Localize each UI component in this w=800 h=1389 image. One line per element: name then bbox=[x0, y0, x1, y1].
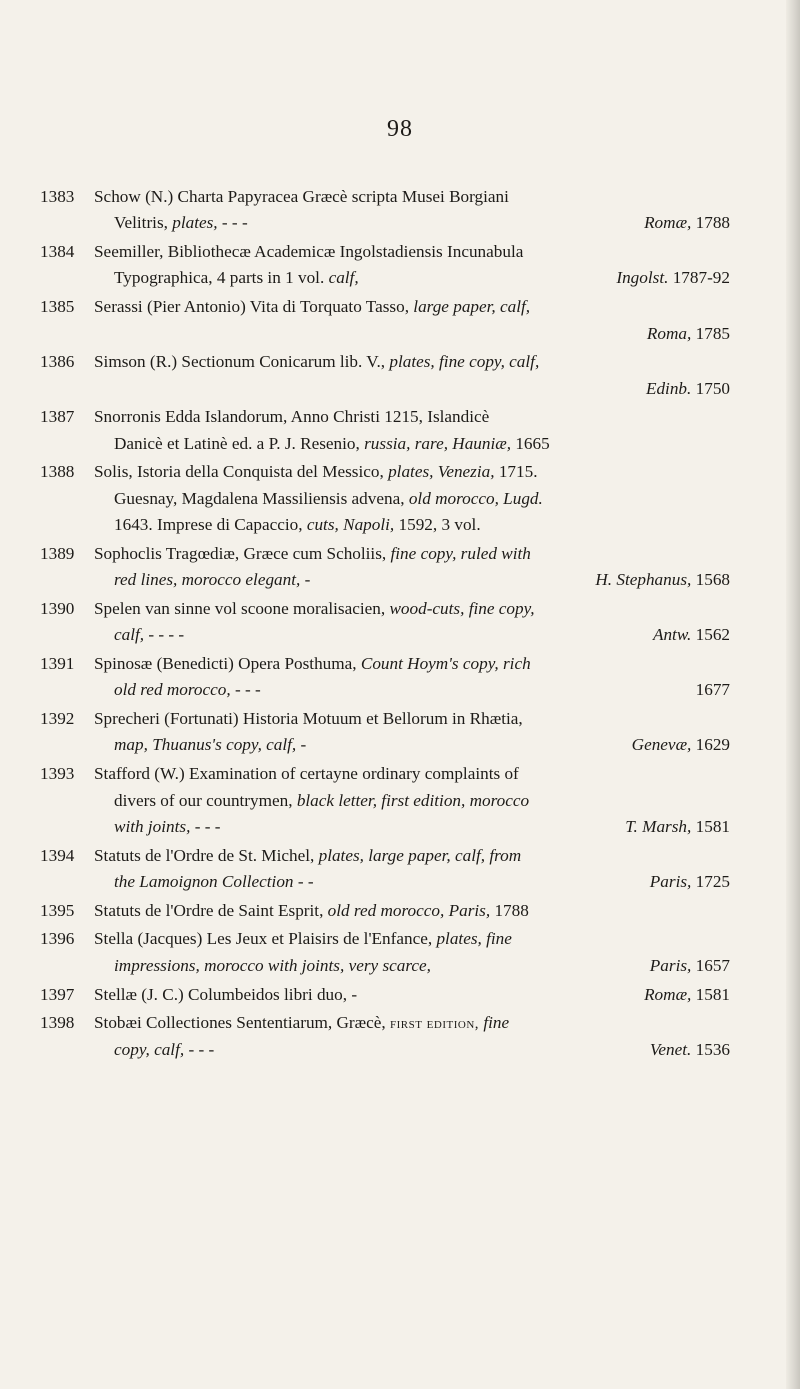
entry-text-run: 1581 bbox=[695, 816, 730, 836]
entry-text-run: old red morocco, Paris, bbox=[327, 900, 495, 920]
entry-text-run: 1788 bbox=[695, 213, 730, 233]
entry-text-run: Solis, Istoria della Conquista del Messico, bbox=[94, 462, 389, 482]
entry-line bbox=[94, 541, 730, 567]
entry-line bbox=[94, 814, 730, 840]
entry-text-run: old morocco, Lugd. bbox=[408, 488, 543, 508]
entry-text-run: 1715. bbox=[498, 462, 538, 482]
entry-text-run: plates, bbox=[172, 213, 218, 233]
entry-line bbox=[94, 512, 730, 538]
entry-text-run: calf, bbox=[328, 268, 359, 288]
entry-text-run: - bbox=[347, 984, 358, 1004]
entry-line-left bbox=[114, 210, 248, 236]
entry-line bbox=[94, 926, 730, 952]
entry-line bbox=[94, 732, 730, 758]
entry-description bbox=[94, 349, 730, 402]
catalogue-entry bbox=[40, 541, 730, 594]
entry-line bbox=[94, 459, 730, 485]
entry-line bbox=[94, 1037, 730, 1063]
entry-text-run: 1665 bbox=[515, 433, 550, 453]
entry-text-run: 1750 bbox=[695, 378, 730, 398]
entry-text-run: Ingolst. bbox=[616, 268, 673, 288]
entry-line bbox=[94, 265, 730, 291]
entry-imprint bbox=[644, 982, 730, 1008]
entry-text-run: 1629 bbox=[695, 735, 730, 755]
catalogue-entry bbox=[40, 982, 730, 1008]
entry-text-run: cuts, Napoli, bbox=[306, 515, 399, 535]
entry-line bbox=[94, 898, 730, 924]
entry-description bbox=[94, 239, 730, 292]
entry-line: Snorronis Edda Islandorum, Anno Christi 1215, Islandicè bbox=[94, 407, 490, 427]
entry-text-run: - - - bbox=[190, 816, 221, 836]
entry-text-run: Stellæ (J. C.) Columbeidos libri duo, bbox=[94, 984, 348, 1004]
page-number: 98 bbox=[387, 116, 413, 142]
entry-line: Stafford (W.) Examination of certayne ordinary complaints of bbox=[94, 764, 519, 784]
entry-line: Seemiller, Bibliothecæ Academicæ Ingolstadiensis Incunabula bbox=[94, 242, 524, 262]
entry-text-run: copy, calf, bbox=[114, 1039, 185, 1059]
entry-line bbox=[94, 843, 730, 869]
entry-text-run: the Lamoignon Collection bbox=[114, 872, 294, 892]
entry-text-run: Statuts de l'Ordre de St. Michel, bbox=[94, 845, 319, 865]
entry-line-left bbox=[114, 869, 314, 895]
entry-text-run: Velitris, bbox=[114, 213, 173, 233]
entry-text-run: 1643. Imprese di Capaccio, bbox=[114, 515, 307, 535]
entry-line bbox=[94, 596, 730, 622]
entry-text-run: Typographica, 4 parts in 1 vol. bbox=[114, 268, 329, 288]
entry-text-run: - - - - bbox=[144, 625, 185, 645]
catalogue-entry bbox=[40, 239, 730, 292]
entry-number: 1398 bbox=[40, 1013, 75, 1033]
entry-text-run: 1536 bbox=[695, 1039, 730, 1059]
entry-line-left bbox=[114, 953, 431, 979]
entry-text-run: Romæ, bbox=[644, 213, 696, 233]
entry-line-left bbox=[114, 567, 310, 593]
entry-text-run: 1657 bbox=[695, 955, 730, 975]
entry-text-run: Edinb. bbox=[645, 378, 696, 398]
catalogue-entry bbox=[40, 349, 730, 402]
entry-number: 1394 bbox=[40, 845, 75, 865]
entry-description bbox=[94, 761, 730, 840]
entry-text-run: 1581 bbox=[695, 984, 730, 1004]
entry-text-run: impressions, morocco with joints, very scarce, bbox=[114, 955, 431, 975]
entry-imprint bbox=[696, 677, 730, 703]
entry-text-run: Danicè et Latinè ed. a P. J. Resenio, bbox=[114, 433, 365, 453]
catalogue-entry bbox=[40, 459, 730, 538]
entry-text-run: with joints, bbox=[114, 816, 191, 836]
entry-line-left bbox=[114, 677, 261, 703]
entry-text-run: - bbox=[296, 735, 307, 755]
entry-line bbox=[94, 294, 730, 320]
entry-line bbox=[94, 486, 730, 512]
entry-description bbox=[94, 926, 730, 979]
entry-description bbox=[94, 184, 730, 237]
entry-number: 1391 bbox=[40, 654, 75, 674]
entry-number: 1385 bbox=[40, 297, 75, 317]
entry-imprint bbox=[616, 265, 730, 291]
entry-text-run: - - - bbox=[217, 213, 248, 233]
entry-line bbox=[94, 349, 730, 375]
entry-text-run: Stobæi Collectiones Sententiarum, Græcè, bbox=[94, 1013, 390, 1033]
entry-text-run: Sophoclis Tragœdiæ, Græce cum Scholiis, bbox=[94, 543, 391, 563]
entry-description bbox=[94, 404, 730, 457]
catalogue-entry bbox=[40, 1010, 730, 1063]
entry-line bbox=[94, 982, 730, 1008]
catalogue-entry bbox=[40, 898, 730, 924]
entry-line bbox=[94, 376, 730, 402]
entry-imprint bbox=[632, 732, 730, 758]
entry-text-run: black letter, first edition, morocco bbox=[296, 790, 530, 810]
entry-number: 1396 bbox=[40, 929, 75, 949]
entry-line bbox=[94, 1010, 730, 1036]
entry-imprint bbox=[650, 1037, 730, 1063]
catalogue-entry bbox=[40, 761, 730, 840]
entry-number: 1393 bbox=[40, 764, 75, 784]
entry-text-run: fine copy, ruled with bbox=[390, 543, 531, 563]
catalogue-list bbox=[40, 184, 730, 1065]
entry-text-run: 1787-92 bbox=[672, 268, 730, 288]
entry-imprint bbox=[650, 869, 730, 895]
entry-line-left bbox=[114, 622, 184, 648]
entry-line bbox=[94, 431, 730, 457]
entry-text-run: Count Hoym's copy, rich bbox=[360, 654, 531, 674]
entry-text-run: Venet. bbox=[649, 1039, 696, 1059]
entry-imprint bbox=[650, 953, 730, 979]
entry-text-run: - - - bbox=[230, 680, 261, 700]
entry-line-left bbox=[114, 732, 306, 758]
entry-text-run: Simson (R.) Sectionum Conicarum lib. V., bbox=[94, 352, 390, 372]
catalogue-entry bbox=[40, 706, 730, 759]
entry-line-left bbox=[114, 265, 359, 291]
entry-text-run: Serassi (Pier Antonio) Vita di Torquato Tasso, bbox=[94, 297, 414, 317]
entry-text-run: - - bbox=[293, 872, 314, 892]
entry-text-run: Roma, bbox=[646, 323, 696, 343]
entry-text-run: plates, fine bbox=[436, 929, 512, 949]
entry-text-run: large paper, calf, bbox=[413, 297, 531, 317]
entry-number: 1397 bbox=[40, 984, 75, 1004]
entry-text-run: divers of our countrymen, bbox=[114, 790, 297, 810]
entry-text-run: calf, bbox=[114, 625, 145, 645]
entry-description bbox=[94, 596, 730, 649]
entry-text-run: wood-cuts, fine copy, bbox=[389, 598, 535, 618]
entry-line bbox=[94, 869, 730, 895]
entry-line bbox=[94, 677, 730, 703]
entry-text-run: 1562 bbox=[695, 625, 730, 645]
entry-line-left bbox=[114, 1037, 214, 1063]
entry-line bbox=[94, 210, 730, 236]
entry-text-run: 1677 bbox=[695, 680, 730, 700]
entry-text-run: Statuts de l'Ordre de Saint Esprit, bbox=[94, 900, 328, 920]
entry-line-left bbox=[94, 982, 357, 1008]
catalogue-entry bbox=[40, 404, 730, 457]
entry-text-run: - - - bbox=[184, 1039, 215, 1059]
entry-text-run: Paris, bbox=[649, 955, 696, 975]
entry-text-run: 1568 bbox=[695, 570, 730, 590]
entry-imprint bbox=[644, 210, 730, 236]
entry-number: 1388 bbox=[40, 462, 75, 482]
entry-number: 1384 bbox=[40, 242, 75, 262]
entry-imprint bbox=[625, 814, 730, 840]
entry-text-run: map, Thuanus's copy, calf, bbox=[114, 735, 297, 755]
page-edge-shadow bbox=[786, 0, 800, 1389]
entry-text-run: plates, Venezia, bbox=[388, 462, 499, 482]
entry-text-run: T. Marsh, bbox=[625, 816, 696, 836]
entry-text-run: plates, large paper, calf, from bbox=[318, 845, 522, 865]
entry-number: 1395 bbox=[40, 900, 75, 920]
entry-text-run: 1725 bbox=[695, 872, 730, 892]
catalogue-entry bbox=[40, 294, 730, 347]
entry-number: 1389 bbox=[40, 543, 75, 563]
entry-text-run: first edition, bbox=[389, 1016, 480, 1033]
entry-line bbox=[94, 321, 730, 347]
entry-line bbox=[94, 788, 730, 814]
entry-description bbox=[94, 541, 730, 594]
entry-number: 1387 bbox=[40, 407, 75, 427]
catalogue-entry bbox=[40, 596, 730, 649]
entry-description bbox=[94, 1010, 730, 1063]
entry-text-run: Romæ, bbox=[644, 984, 696, 1004]
entry-line bbox=[94, 953, 730, 979]
entry-text-run: Paris, bbox=[649, 872, 696, 892]
entry-description bbox=[94, 294, 730, 347]
entry-text-run: old red morocco, bbox=[114, 680, 231, 700]
entry-text-run: red lines, morocco elegant, bbox=[114, 570, 301, 590]
entry-description bbox=[94, 706, 730, 759]
entry-text-run: Stella (Jacques) Les Jeux et Plaisirs de l'Enfance, bbox=[94, 929, 437, 949]
entry-number: 1383 bbox=[40, 187, 75, 206]
entry-text-run: 1592, 3 vol. bbox=[398, 515, 481, 535]
entry-description bbox=[94, 982, 730, 1008]
entry-imprint bbox=[653, 622, 730, 648]
entry-text-run: russia, rare, Hauniæ, bbox=[364, 433, 516, 453]
entry-number: 1386 bbox=[40, 352, 75, 372]
entry-line: Schow (N.) Charta Papyracea Græcè scripta Musei Borgiani bbox=[94, 187, 509, 206]
entry-text-run: plates, fine copy, calf, bbox=[389, 352, 540, 372]
entry-text-run: Spelen van sinne vol scoone moralisacien, bbox=[94, 598, 390, 618]
entry-number: 1392 bbox=[40, 709, 75, 729]
catalogue-entry bbox=[40, 843, 730, 896]
entry-description bbox=[94, 898, 730, 924]
entry-text-run: fine bbox=[479, 1013, 510, 1033]
catalogue-entry bbox=[40, 184, 730, 237]
entry-text-run: H. Stephanus, bbox=[595, 570, 696, 590]
entry-text-run: 1785 bbox=[695, 323, 730, 343]
catalogue-entry bbox=[40, 926, 730, 979]
entry-description bbox=[94, 459, 730, 538]
entry-text-run: - bbox=[300, 570, 311, 590]
entry-text-run: Spinosæ (Benedicti) Opera Posthuma, bbox=[94, 654, 361, 674]
entry-description bbox=[94, 651, 730, 704]
entry-text-run: Genevæ, bbox=[631, 735, 696, 755]
entry-text-run: Antw. bbox=[652, 625, 696, 645]
entry-line bbox=[94, 651, 730, 677]
entry-line bbox=[94, 567, 730, 593]
entry-imprint bbox=[595, 567, 730, 593]
catalogue-entry bbox=[40, 651, 730, 704]
entry-line bbox=[94, 622, 730, 648]
entry-line-left bbox=[114, 814, 220, 840]
entry-text-run: 1788 bbox=[494, 900, 529, 920]
entry-number: 1390 bbox=[40, 598, 75, 618]
entry-text-run: Guesnay, Magdalena Massiliensis advena, bbox=[114, 488, 409, 508]
entry-line: Sprecheri (Fortunati) Historia Motuum et Bellorum in Rhætia, bbox=[94, 709, 523, 729]
entry-description bbox=[94, 843, 730, 896]
